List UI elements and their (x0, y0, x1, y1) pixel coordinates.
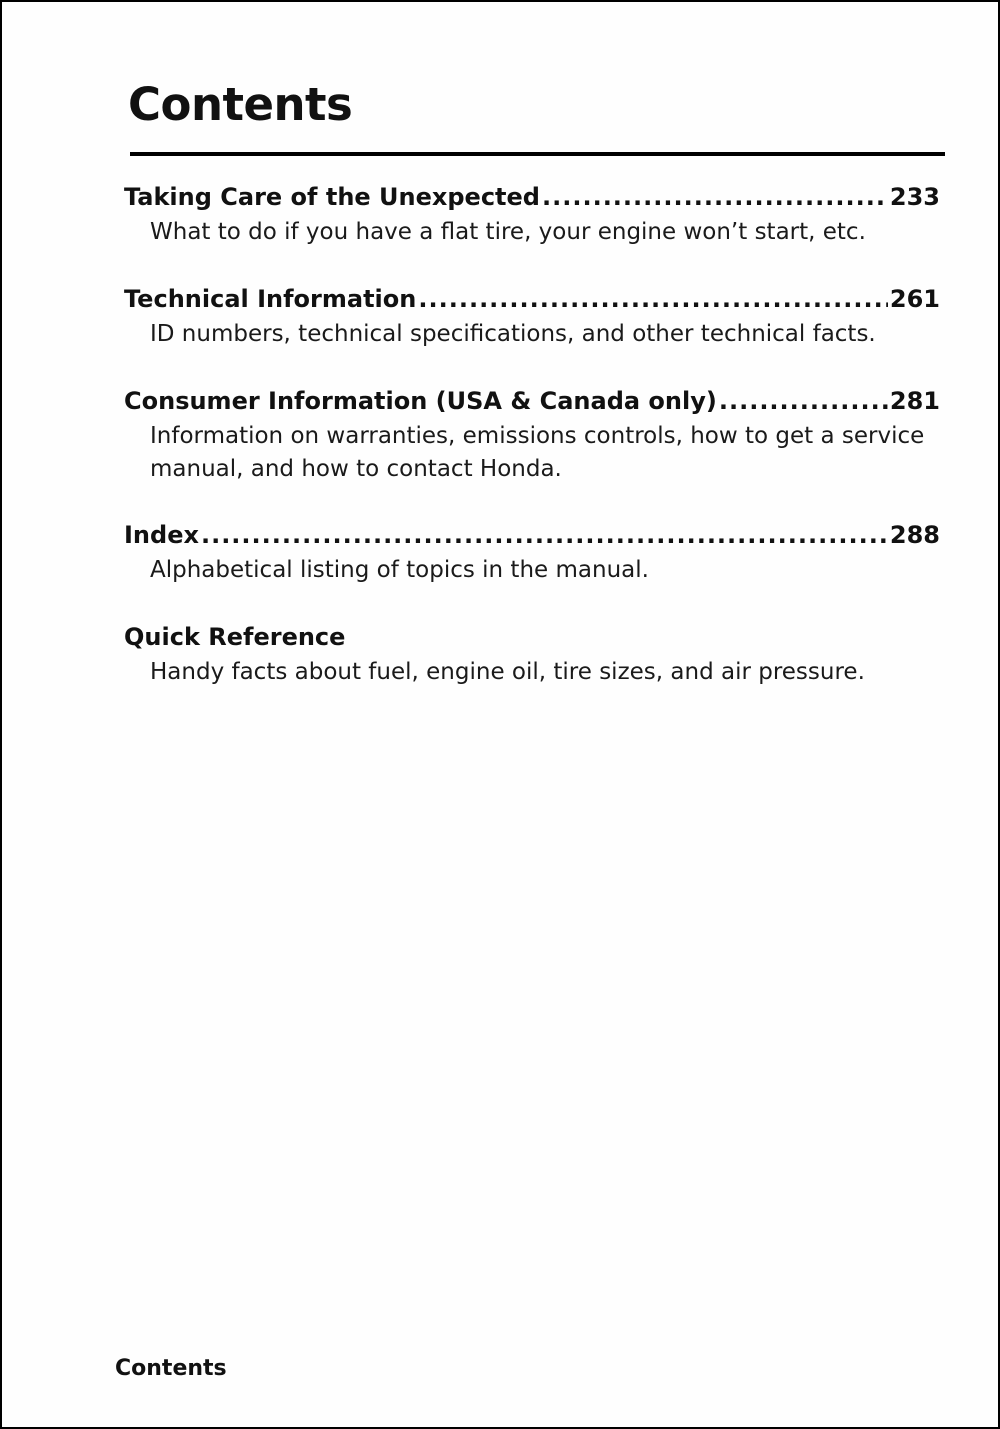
title-rule (130, 152, 945, 156)
toc-entry-description: ID numbers, technical specifications, and other technical facts. (150, 321, 876, 347)
toc-entry-consumer-information[interactable] (124, 386, 940, 486)
dot-leader (418, 284, 888, 314)
toc-entry-page[interactable]: 261 (889, 285, 940, 313)
toc-entry-title[interactable]: Technical Information (124, 285, 417, 313)
toc-entry-head (124, 182, 940, 212)
toc-entry-title[interactable]: Taking Care of the Unexpected (124, 183, 540, 211)
toc-entry-unexpected[interactable] (124, 182, 940, 249)
toc-entry-index[interactable] (124, 520, 940, 587)
dot-leader (719, 386, 888, 416)
toc-entry-technical-information[interactable] (124, 284, 940, 351)
toc-entry-head (124, 622, 940, 652)
dot-leader (542, 182, 888, 212)
toc-entry-page[interactable]: 233 (889, 183, 940, 211)
toc-entry-title[interactable]: Index (124, 521, 199, 549)
toc-entry-description: Alphabetical listing of topics in the manual. (150, 557, 649, 583)
toc-entry-title[interactable]: Consumer Information (USA & Canada only) (124, 387, 717, 415)
toc-entry-quick-reference[interactable] (124, 622, 940, 689)
toc-entry-head (124, 520, 940, 550)
toc-entry-title[interactable]: Quick Reference (124, 623, 346, 651)
toc-entry-head (124, 386, 940, 416)
dot-leader (201, 520, 888, 550)
toc-entry-description: Information on warranties, emissions controls, how to get a service manual, and how to contact Honda. (150, 423, 925, 482)
toc-entry-head (124, 284, 940, 314)
toc-entry-page[interactable]: 288 (889, 521, 940, 549)
toc-entry-page[interactable]: 281 (889, 387, 940, 415)
toc-entry-description: What to do if you have a flat tire, your engine won’t start, etc. (150, 219, 866, 245)
page-title: Contents (128, 78, 353, 131)
page-footer: Contents (115, 1356, 227, 1381)
toc-entry-description: Handy facts about fuel, engine oil, tire sizes, and air pressure. (150, 659, 865, 685)
